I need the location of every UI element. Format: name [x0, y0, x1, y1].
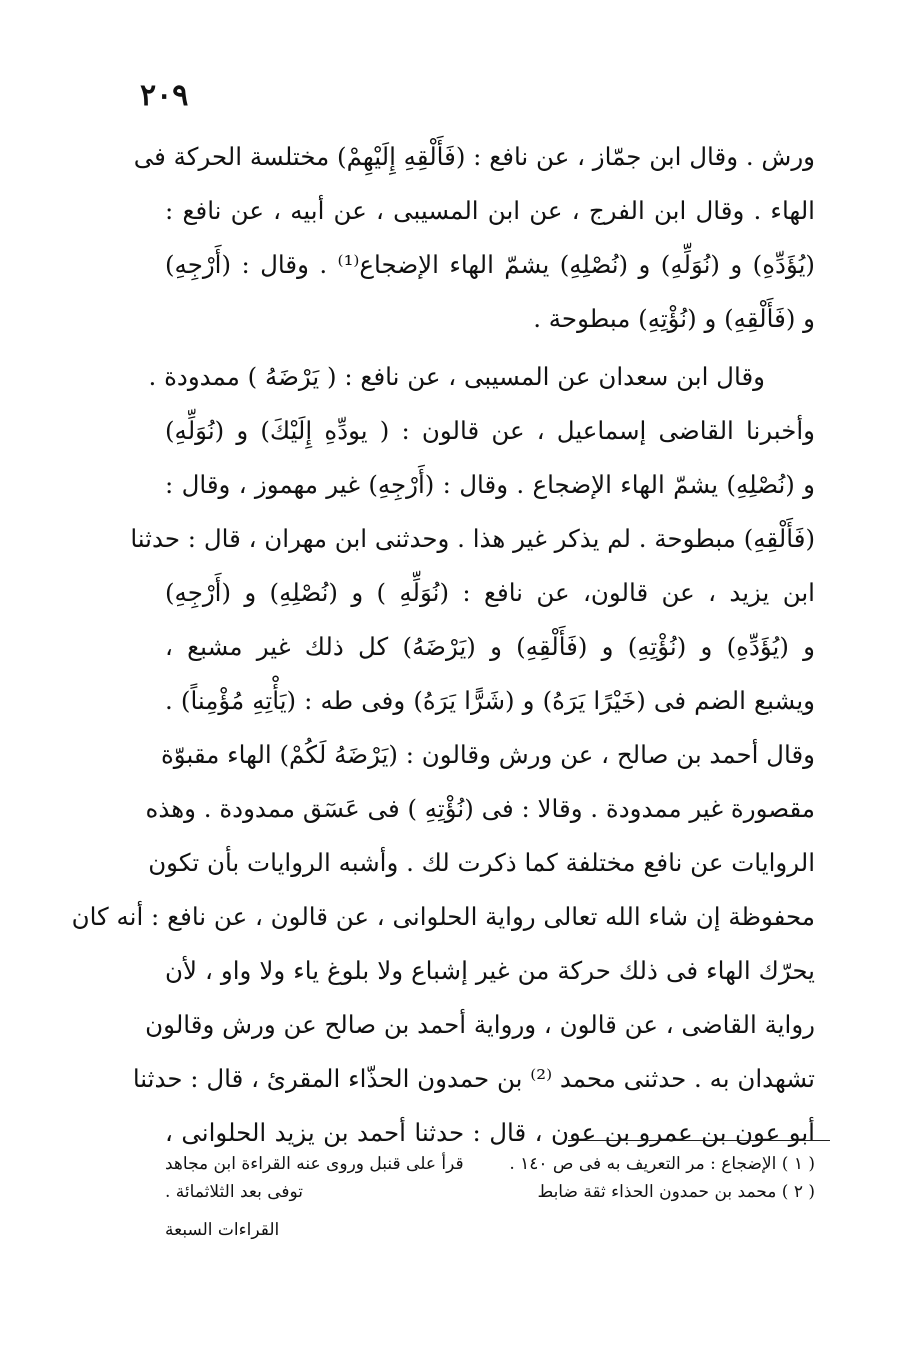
- text-line: ورش . وقال ابن جمّاز ، عن نافع : (فَأَلْقِهِ إِلَيْهِمْ) مختلسة الحركة فى: [133, 142, 815, 171]
- paragraph-1: [133, 130, 815, 346]
- footnote-1: [165, 1150, 815, 1178]
- text-line: الهاء . وقال ابن الفرج ، عن ابن المسيبى ، عن أبيه ، عن نافع :: [165, 196, 815, 225]
- text-line: الروايات عن نافع مختلفة كما ذكرت لك . وأشبه الروايات بأن تكون: [148, 848, 815, 877]
- text-line: تشهدان به . حدثنى محمد ⁽²⁾ بن حمدون الحذّاء المقرئ ، قال : حدثنا: [132, 1064, 815, 1093]
- text-line: وأخبرنا القاضى إسماعيل ، عن قالون : ( يودِّهِ إِلَيْكَ) و (نُوَلِّهِ): [165, 416, 815, 445]
- footnote-divider: [568, 1140, 830, 1141]
- text-line: وقال ابن سعدان عن المسيبى ، عن نافع : ( يَرْضَهُ ) ممدودة .: [148, 362, 765, 391]
- footnote-text: ( ٢ ) محمد بن حمدون الحذاء ثقة ضابط: [537, 1182, 815, 1202]
- text-line: و (يُؤَدِّهِ) و (نُؤْتِهِ) و (فَأَلْقِهِ) و (يَرْضَهُ) كل ذلك غير مشبع ،: [165, 632, 815, 661]
- text-line: أبو عون بن عمرو بن عون ، قال : حدثنا أحمد بن يزيد الحلوانى ،: [165, 1118, 815, 1147]
- paragraph-2: [71, 350, 815, 1160]
- book-title: القراءات السبعة: [165, 1220, 280, 1240]
- text-line: محفوظة إن شاء الله تعالى رواية الحلوانى ، عن قالون ، عن نافع : أنه كان: [71, 902, 815, 931]
- text-line: وقال أحمد بن صالح ، عن ورش وقالون : (يَرْضَهُ لَكُمْ) الهاء مقبوّة: [160, 740, 815, 769]
- text-line: ابن يزيد ، عن قالون، عن نافع : (نُوَلِّهِ ) و (نُصْلِهِ) و (أَرْجِهِ): [165, 578, 815, 607]
- footnote-2: [165, 1178, 815, 1206]
- text-line: و (فَأَلْقِهِ) و (نُؤْتِهِ) مبطوحة .: [533, 304, 815, 333]
- footnote-continuation: توفى بعد الثلاثمائة .: [165, 1182, 304, 1202]
- page-number: ٢٠٩: [140, 78, 189, 113]
- footnotes: [165, 1150, 815, 1206]
- text-line: مقصورة غير ممدودة . وقالا : فى (نُؤْتِهِ ) فى عَسٓق ممدودة . وهذه: [145, 794, 815, 823]
- footnote-text: ( ١ ) الإضجاع : مر التعريف به فى ص ١٤٠ .: [509, 1154, 815, 1174]
- text-line: يحرّك الهاء فى ذلك حركة من غير إشباع ولا بلوغ ياء ولا واو ، لأن: [165, 956, 815, 985]
- text-line: رواية القاضى ، عن قالون ، ورواية أحمد بن صالح عن ورش وقالون: [145, 1010, 815, 1039]
- footnote-continuation: قرأ على قنبل وروى عنه القراءة ابن مجاهد: [165, 1154, 464, 1174]
- text-line: (فَأَلْقِهِ) مبطوحة . لم يذكر غير هذا . وحدثنى ابن مهران ، قال : حدثنا: [130, 524, 815, 553]
- text-line: (يُؤَدِّهِ) و (نُوَلِّهِ) و (نُصْلِهِ) يشمّ الهاء الإضجاع⁽¹⁾ . وقال : (أَرْجِهِ): [165, 250, 815, 279]
- text-line: و (نُصْلِهِ) يشمّ الهاء الإضجاع . وقال : (أَرْجِهِ) غير مهموز ، وقال :: [165, 470, 815, 499]
- text-line: ويشبع الضم فى (خَيْرًا يَرَهُ) و (شَرًّا يَرَهُ) وفى طه : (يَأْتِهِ مُؤْمِناً) .: [165, 686, 815, 715]
